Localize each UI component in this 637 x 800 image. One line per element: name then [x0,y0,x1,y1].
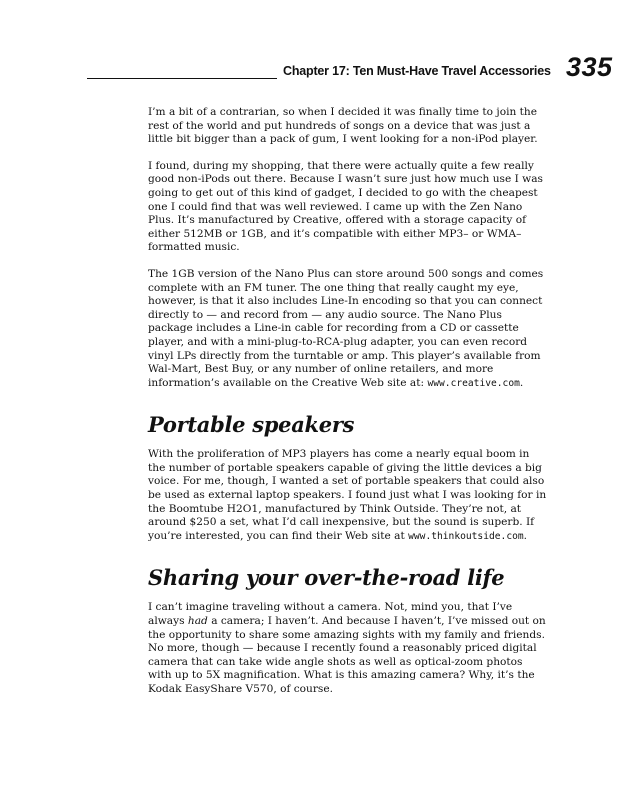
paragraph-text: With the proliferation of MP3 players has come a nearly equal boom in the number of portable speakers capable of giving the little devices a big voice. For me, though, I wanted a set of portable speakers that could also be used as external laptop speakers. I found just what I was looking for in the Boomtube H2O1, manufactured by Think Outside. They’re not, at around $250 a set, what I’d call inexpensive, but the sound is superb. If you’re interested, you can find their Web site at [148,448,547,542]
paragraph-text: The 1GB version of the Nano Plus can store around 500 songs and comes complete with an FM tuner. The one thing that really caught my eye, however, is that it also includes Line-In encoding so that you can connect directly to — and record from — any audio source. The Nano Plus package includes a Line-in cable for recording from a CD or cassette player, and with a mini-plug-to-RCA-plug adapter, you can even record vinyl LPs directly from the turntable or amp. This player’s available from Wal-Mart, Best Buy, or any number of online retailers, and more information’s available on the Creative Web site at: [148,267,544,389]
body-paragraph-3 [148,268,548,390]
section-heading-portable-speakers: Portable speakers [148,412,355,438]
body-paragraph-2: I found, during my shopping, that there were actually quite a few really good non-iPods out there. Because I wasn’t sure just how much use I was going to get out of this kind of gadget, I decided to go with the cheapest one I could find that was well reviewed. I came up with the Zen Nano Plus. It’s manufactured by Creative, offered with a storage capacity of either 512MB or 1GB, and it’s compatible with either MP3– or WMA–formatted music. [148,159,543,254]
paragraph-text-b: a camera; I haven’t. And because I haven’t, I’ve missed out on the opportunity to share some amazing sights with my family and friends. No more, though — because I recently found a reasonably priced digital camera that can take wide angle shots as well as optical-zoom photos with up to 5X magnification. What is this amazing camera? Why, it’s the Kodak EasyShare V570, of course. [148,615,546,695]
paragraph-end: . [519,376,524,389]
page-content [148,106,548,710]
paragraph-text-a: I can’t imagine traveling without a camera. Not, mind you, that I’ve always [148,601,513,628]
speakers-paragraph [148,448,548,543]
emphasis-had: had [187,615,208,628]
sharing-paragraph [148,601,548,696]
paragraph-end: . [523,529,528,542]
thinkoutside-url: www.thinkoutside.com [408,530,524,542]
running-header [0,52,637,92]
body-paragraph-1: I’m a bit of a contrarian, so when I decided it was finally time to join the rest of the world and put hundreds of songs on a device that was just a little bit bigger than a pack of gum, I went looking for a non-iPod player. [148,106,538,146]
page-number: 335 [566,52,613,82]
header-rule [87,78,277,79]
creative-url: www.creative.com [427,377,520,389]
section-heading-sharing: Sharing your over-the-road life [148,565,505,591]
chapter-title: Chapter 17: Ten Must-Have Travel Accessories [283,64,551,78]
